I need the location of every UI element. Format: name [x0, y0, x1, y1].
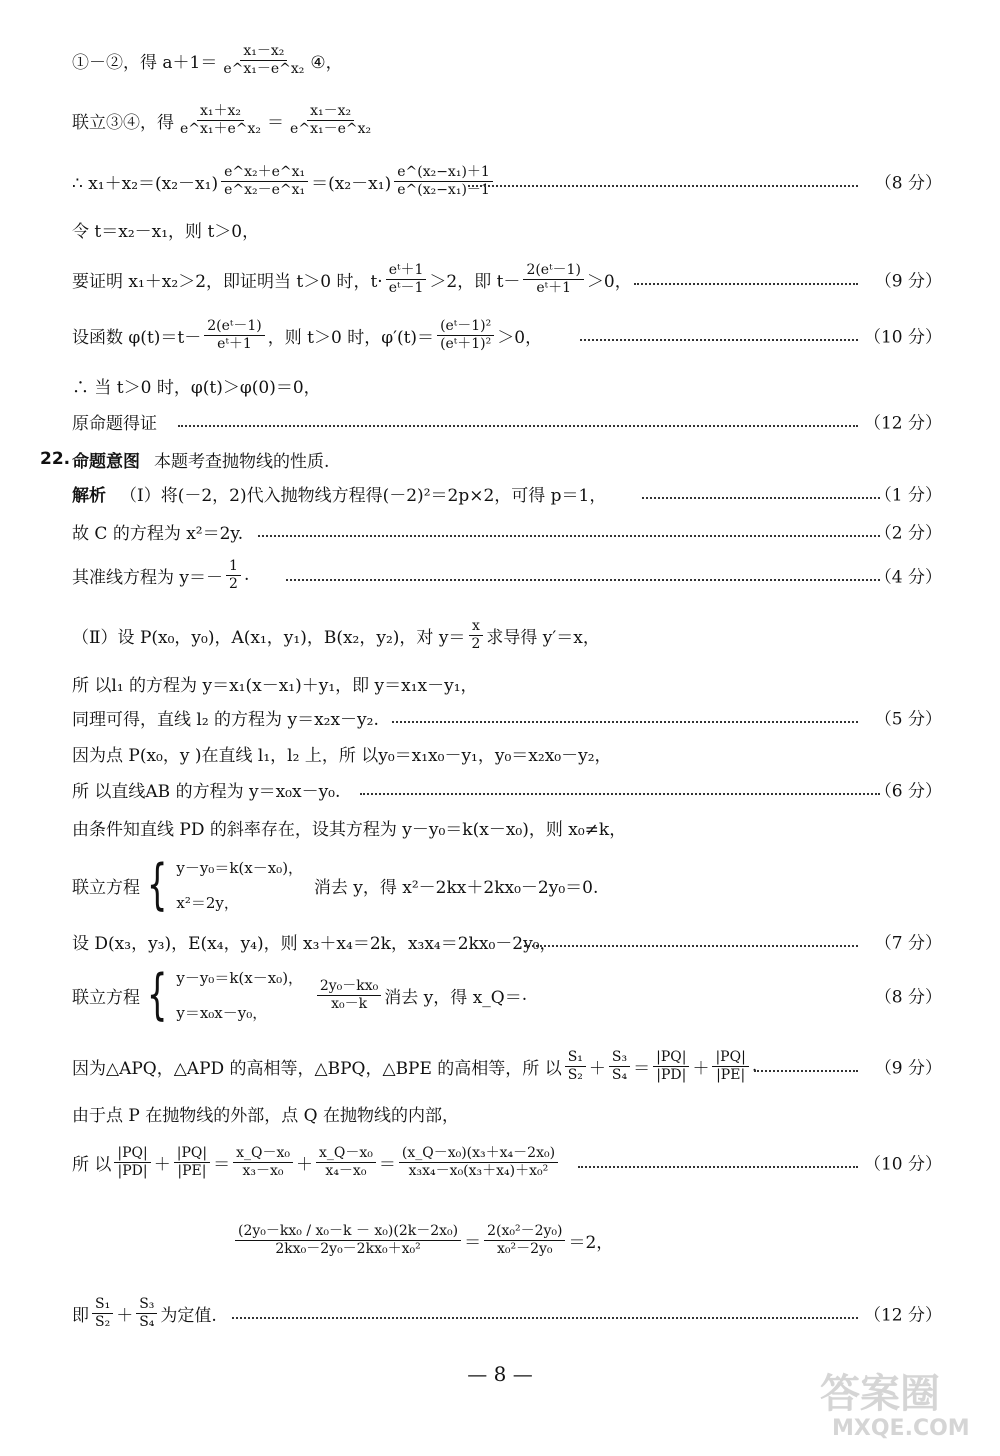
line-content — [72, 812, 626, 842]
score-label: （10 分） — [863, 1154, 942, 1175]
fraction-denominator: |PE| — [177, 1162, 207, 1179]
solution-line — [0, 1288, 1000, 1338]
fraction-numerator: x — [469, 618, 483, 635]
fraction-denominator: |PD| — [656, 1066, 687, 1083]
dot-leader — [642, 497, 880, 499]
line-content — [72, 40, 343, 80]
line-text: ＝ — [267, 112, 285, 133]
fraction-denominator: eᵗ＋1 — [536, 279, 571, 296]
line-text: 其准线方程为 y＝－ — [72, 567, 224, 588]
fraction-numerator: 2(x₀²－2y₀) — [484, 1223, 565, 1240]
line-text: 原命题得证 — [72, 413, 157, 434]
line-text: 要证明 x₁＋x₂＞2，即证明当 t＞0 时，t· — [72, 271, 383, 292]
line-content — [72, 668, 478, 698]
line-text: 因为点 P(x₀，y )在直线 l₁，l₂ 上，所 以y₀＝x₁x₀－y₁，y₀＝x₂x₀－y₂， — [72, 745, 612, 766]
score-label: （12 分） — [863, 1305, 942, 1326]
fraction — [523, 262, 583, 295]
fraction — [394, 164, 493, 197]
fraction — [114, 1145, 150, 1178]
line-text: 所 以l₁ 的方程为 y＝x₁(x－x₁)＋y₁，即 y＝x₁x－y₁， — [72, 675, 478, 696]
fraction — [712, 1049, 748, 1082]
line-text: ，则 t＞0 时，φ′(t)＝ — [267, 327, 435, 348]
fraction — [653, 1049, 689, 1082]
dot-leader — [754, 1070, 858, 1072]
line-text: ①－②，得 a＋1＝ — [72, 52, 218, 73]
dot-leader — [392, 721, 858, 723]
watermark-top-text: 答案圈 — [820, 1371, 940, 1417]
fraction-denominator: eᵗ－1 — [388, 279, 424, 296]
line-text: 设 D(x₃，y₃)，E(x₄，y₄)，则 x₃＋x₄＝2k，x₃x₄＝2kx₀－2y₀， — [72, 933, 557, 954]
fraction-numerator: S₁ — [565, 1049, 586, 1066]
solution-line — [0, 702, 1000, 732]
score-label: （12 分） — [863, 413, 942, 434]
line-text: ∴ 当 t＞0 时，φ(t)＞φ(0)＝0， — [72, 377, 321, 398]
fraction — [399, 1145, 558, 1178]
fraction — [136, 1296, 157, 1329]
score-label: （6 分） — [874, 781, 942, 802]
line-text: 所 以直线AB 的方程为 y＝x₀x－y₀. — [72, 781, 341, 802]
line-text: 由于点 P 在抛物线的外部，点 Q 在抛物线的内部， — [72, 1105, 459, 1126]
solution-line — [0, 98, 1000, 142]
fraction — [233, 1145, 293, 1178]
line-content — [72, 1098, 459, 1128]
system-rows — [176, 967, 303, 1023]
section-label: 解析 — [72, 485, 106, 506]
line-text: ＝(x₂－x₁) — [311, 173, 392, 194]
page-number: — 8 — — [467, 1362, 533, 1386]
line-text: （Ⅰ）将(－2，2)代入抛物线方程得(－2)²＝2p×2，可得 p＝1， — [120, 485, 607, 506]
fraction-denominator: 2kx₀－2y₀－2kx₀＋x₀² — [275, 1240, 421, 1257]
score-label: （7 分） — [874, 933, 942, 954]
line-content — [72, 478, 606, 508]
fraction-numerator: 2(eᵗ－1) — [523, 262, 583, 279]
line-text: ＝ — [378, 1154, 396, 1175]
fraction — [177, 103, 264, 136]
line-content — [72, 1134, 561, 1190]
line-text: 所 以 — [72, 1154, 112, 1175]
dot-leader — [468, 185, 858, 187]
line-text: ＞2，即 t－ — [429, 271, 521, 292]
line-content — [72, 554, 249, 596]
line-text: 即 — [72, 1305, 89, 1326]
line-text: 故 C 的方程为 x²＝2y. — [72, 523, 244, 544]
fraction-numerator: 2y₀－kx₀ — [317, 978, 381, 995]
fraction-numerator: S₃ — [609, 1049, 630, 1066]
fraction-denominator: x₃－x₀ — [242, 1162, 284, 1179]
fraction-denominator: S₄ — [611, 1066, 628, 1083]
line-content — [72, 962, 527, 1028]
score-label: （10 分） — [863, 327, 942, 348]
line-content — [72, 850, 598, 920]
fraction-denominator: e^x₂－e^x₁ — [224, 181, 306, 198]
line-content — [72, 702, 379, 732]
fraction-denominator: S₂ — [567, 1066, 583, 1083]
dot-leader — [232, 1317, 858, 1319]
watermark-logo — [810, 1358, 980, 1448]
fraction — [220, 43, 307, 76]
line-text: . — [243, 565, 250, 585]
fraction-numerator: e^(x₂−x₁)＋1 — [394, 164, 493, 181]
fraction-numerator: (eᵗ－1)² — [437, 318, 494, 335]
fraction-denominator: 2 — [229, 575, 238, 592]
fraction-numerator: x_Q－x₀ — [316, 1145, 376, 1162]
fraction — [226, 558, 241, 591]
line-text: 消去 y，得 x²－2kx＋2kx₀－2y₀＝0. — [313, 877, 599, 898]
dot-leader — [178, 425, 858, 427]
fraction — [565, 1049, 586, 1082]
score-label: （8 分） — [874, 173, 942, 194]
fraction-denominator: S₄ — [139, 1313, 155, 1330]
dot-leader — [578, 1166, 858, 1168]
fraction-numerator: (x_Q－x₀)(x₃＋x₄－2x₀) — [399, 1145, 558, 1162]
system-row: y＝x₀x－y₀， — [176, 1004, 268, 1022]
spacer — [303, 875, 314, 895]
solution-line — [0, 256, 1000, 302]
fraction-numerator: x₁＋x₂ — [197, 103, 244, 120]
line-content — [72, 214, 259, 244]
solution-line — [0, 1042, 1000, 1090]
score-label: （9 分） — [874, 271, 942, 292]
line-content — [72, 516, 243, 546]
fraction-denominator: S₂ — [95, 1313, 111, 1330]
watermark-bottom-text: MXQE.COM — [832, 1416, 970, 1441]
fraction-numerator: e^x₂＋e^x₁ — [221, 164, 308, 181]
line-text: ＋ — [692, 1058, 710, 1079]
score-label: （4 分） — [874, 567, 942, 588]
fraction-numerator: x₁－x₂ — [240, 43, 287, 60]
fraction — [92, 1296, 113, 1329]
solution-line — [0, 1098, 1000, 1128]
line-content — [72, 312, 542, 358]
solution-line — [0, 406, 1000, 436]
line-text: 由条件知直线 PD 的斜率存在，设其方程为 y－y₀＝k(x－x₀)，则 x₀≠k， — [72, 819, 627, 840]
section-label: 命题意图 — [72, 451, 140, 472]
solution-line — [0, 738, 1000, 768]
solution-line — [0, 614, 1000, 656]
line-content — [72, 774, 340, 804]
dot-leader — [634, 283, 858, 285]
score-label: （5 分） — [874, 709, 942, 730]
solution-line — [0, 1198, 1000, 1282]
line-content — [72, 98, 377, 142]
line-text: ＋ — [153, 1154, 171, 1175]
solution-line — [0, 774, 1000, 804]
solution-line — [0, 962, 1000, 1028]
fraction — [235, 1223, 461, 1256]
spacer — [303, 985, 314, 1005]
line-text: ＞0， — [586, 271, 632, 292]
line-text: 联立方程 — [72, 987, 140, 1008]
solution-line — [0, 516, 1000, 546]
score-label: （1 分） — [874, 485, 942, 506]
fraction — [316, 1145, 376, 1178]
line-text: ∴ x₁＋x₂＝(x₂－x₁) — [72, 173, 219, 194]
line-text: 本题考查抛物线的性质. — [154, 451, 330, 472]
line-text: ④， — [310, 52, 343, 73]
score-label: （2 分） — [874, 523, 942, 544]
fraction-denominator: x₃x₄－x₀(x₃＋x₄)＋x₀² — [408, 1162, 549, 1179]
line-content — [72, 1288, 217, 1338]
fraction — [437, 318, 494, 351]
line-content — [72, 444, 329, 474]
fraction-numerator: |PQ| — [653, 1049, 689, 1066]
fraction-denominator: e^x₁－e^x₂ — [223, 60, 305, 77]
fraction — [317, 978, 381, 1011]
fraction-numerator: x_Q－x₀ — [233, 1145, 293, 1162]
solution-line — [0, 478, 1000, 508]
line-text: ＞0， — [497, 327, 543, 348]
fraction — [204, 318, 264, 351]
fraction — [386, 262, 427, 295]
solution-line — [0, 812, 1000, 842]
solution-line — [0, 40, 1000, 80]
line-text: 因为△APQ，△APD 的高相等，△BPQ，△BPE 的高相等，所 以 — [72, 1058, 562, 1079]
fraction-numerator: S₁ — [92, 1296, 113, 1313]
fraction-numerator: 2(eᵗ－1) — [204, 318, 264, 335]
line-text: 联立方程 — [72, 877, 140, 898]
fraction-numerator: |PQ| — [174, 1145, 210, 1162]
fraction-denominator: eᵗ＋1 — [217, 335, 252, 352]
line-content — [72, 158, 496, 204]
fraction — [174, 1145, 210, 1178]
fraction-numerator: eᵗ＋1 — [386, 262, 427, 279]
system-row: y－y₀＝k(x－x₀)， — [176, 969, 304, 987]
line-content — [232, 1198, 613, 1282]
line-text: ＝2， — [568, 1232, 614, 1253]
fraction-numerator: 1 — [226, 558, 241, 575]
line-text: . — [751, 1056, 758, 1076]
line-content — [72, 926, 557, 956]
fraction-denominator: e^x₁＋e^x₂ — [180, 120, 262, 137]
brace-icon: { — [146, 853, 168, 916]
solution-line — [0, 850, 1000, 920]
score-label: （8 分） — [874, 987, 942, 1008]
fraction-denominator: |PE| — [716, 1066, 746, 1083]
fraction-numerator: (2y₀－kx₀ / x₀－k － x₀)(2k－2x₀) — [235, 1223, 461, 1240]
fraction — [287, 103, 374, 136]
dot-leader — [580, 339, 858, 341]
fraction-numerator: S₃ — [136, 1296, 157, 1313]
line-text: . — [521, 985, 528, 1005]
solution-line — [0, 668, 1000, 698]
solution-line — [0, 554, 1000, 596]
line-text: 设函数 φ(t)＝t－ — [72, 327, 202, 348]
line-content — [72, 406, 157, 436]
line-text: ＋ — [116, 1305, 134, 1326]
system-rows — [176, 857, 303, 913]
fraction — [221, 164, 308, 197]
fraction-numerator: x₁－x₂ — [307, 103, 354, 120]
dot-leader — [524, 945, 858, 947]
dot-leader — [286, 579, 880, 581]
solution-line — [0, 214, 1000, 244]
fraction — [468, 618, 483, 651]
line-text: 令 t＝x₂－x₁，则 t＞0， — [72, 221, 260, 242]
solution-line — [0, 370, 1000, 400]
line-text: 联立③④，得 — [72, 112, 174, 133]
line-text: 同理可得，直线 l₂ 的方程为 y＝x₂x－y₂. — [72, 709, 379, 730]
solution-line — [0, 444, 1000, 474]
fraction-denominator: 2 — [471, 635, 481, 652]
solution-line — [0, 312, 1000, 358]
question-number: 22. — [40, 449, 71, 469]
solution-line — [0, 1134, 1000, 1190]
line-text: ＝ — [213, 1154, 231, 1175]
line-content — [72, 614, 600, 656]
equation-system — [140, 963, 304, 1026]
line-text: ＋ — [588, 1058, 606, 1079]
fraction-denominator: e^(x₂−x₁)－1 — [397, 181, 490, 198]
fraction-denominator: e^x₁－e^x₂ — [290, 120, 372, 137]
line-text: （Ⅱ）设 P(x₀，y₀)，A(x₁，y₁)，B(x₂，y₂)，对 y＝ — [72, 627, 466, 648]
fraction-numerator: |PQ| — [114, 1145, 150, 1162]
line-text: ＋ — [295, 1154, 313, 1175]
line-content — [72, 738, 612, 768]
line-content — [72, 370, 321, 400]
line-text: 求导得 y′＝x， — [486, 627, 600, 648]
fraction-denominator: x₄－x₀ — [325, 1162, 367, 1179]
score-label: （9 分） — [874, 1058, 942, 1079]
solution-line — [0, 158, 1000, 204]
equation-system — [140, 853, 304, 916]
fraction-denominator: x₀²－2y₀ — [497, 1240, 553, 1257]
system-row: x²＝2y， — [176, 894, 239, 912]
fraction-denominator: (eᵗ＋1)² — [440, 335, 492, 352]
fraction-denominator: x₀－k — [331, 995, 368, 1012]
brace-icon: { — [146, 963, 168, 1026]
fraction-numerator: |PQ| — [712, 1049, 748, 1066]
system-row: y－y₀＝k(x－x₀)， — [176, 859, 304, 877]
line-text: 为定值. — [160, 1305, 217, 1326]
line-text: ＝ — [464, 1232, 482, 1253]
fraction — [609, 1049, 630, 1082]
line-text: ＝ — [633, 1058, 651, 1079]
line-text: 消去 y，得 x_Q＝ — [384, 987, 522, 1008]
dot-leader — [258, 535, 880, 537]
fraction-denominator: |PD| — [117, 1162, 148, 1179]
line-content — [72, 1042, 757, 1090]
dot-leader — [360, 793, 880, 795]
solution-line — [0, 926, 1000, 956]
fraction — [484, 1223, 565, 1256]
line-content — [72, 256, 632, 302]
